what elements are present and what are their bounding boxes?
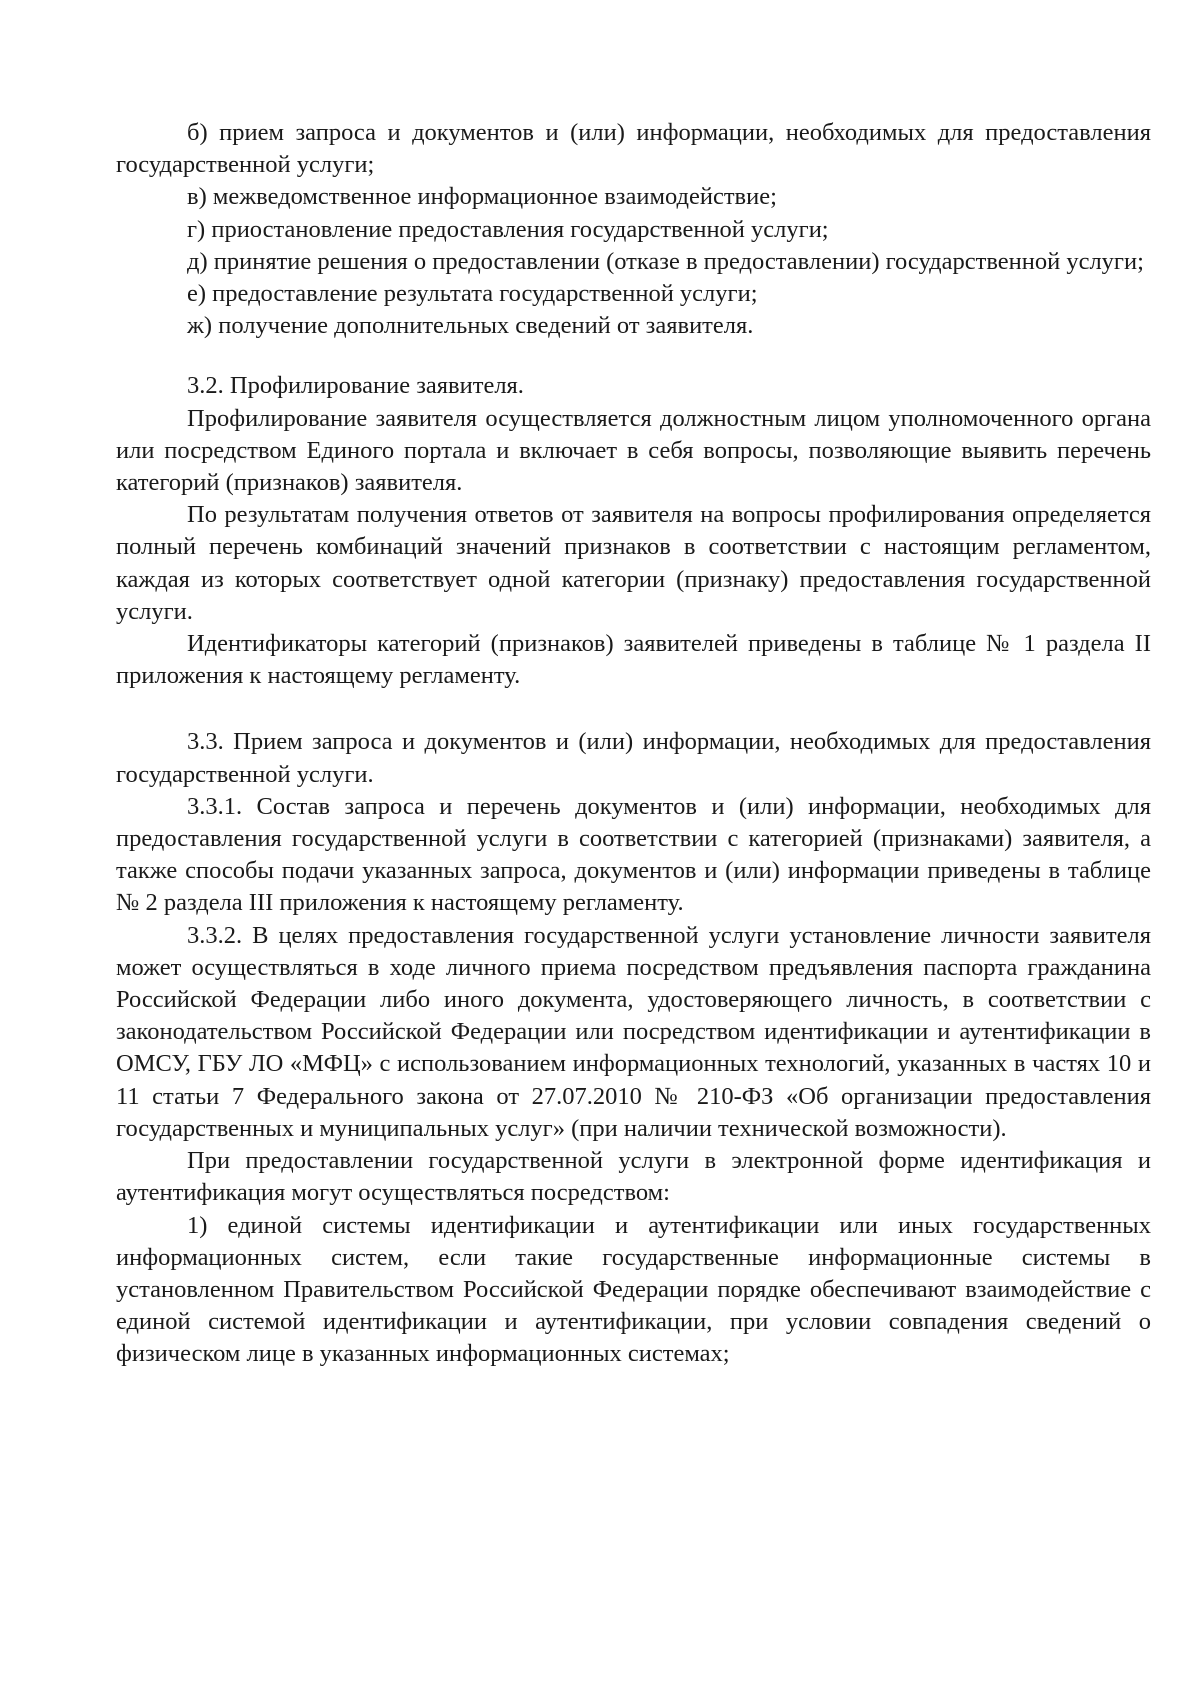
spacer [116, 692, 1151, 726]
section-heading-3-3: 3.3. Прием запроса и документов и (или) информации, необходимых для предоставления государственной услуги. [116, 728, 1151, 788]
spacer [116, 342, 1151, 370]
list-item-b: б) прием запроса и документов и (или) информации, необходимых для предоставления государственной услуги; [116, 119, 1151, 179]
list-item-1: 1) единой системы идентификации и аутентификации или иных государственных информационных систем, если такие государственные информационные системы в установленном Правительством Российской Федерации порядке обеспечивают взаимодействие с единой системой идентификации и аутентификации, при условии совпадения сведений о физическом лице в указанных информационных системах; [116, 1211, 1151, 1368]
list-item-e: е) предоставление результата государственной услуги; [187, 280, 758, 308]
list-item-v: в) межведомственное информационное взаимодействие; [187, 183, 777, 211]
list-item-zh: ж) получение дополнительных сведений от заявителя. [187, 312, 754, 340]
paragraph: По результатам получения ответов от заявителя на вопросы профилирования определяется полный перечень комбинаций значений признаков в соответствии с настоящим регламентом, каждая из которых соответствует одной категории (признаку) предоставления государственной услуги. [116, 501, 1151, 625]
paragraph-3-3-2: 3.3.2. В целях предоставления государственной услуги установление личности заявителя может осуществляться в ходе личного приема посредством предъявления паспорта гражданина Российской Федерации либо иного документа, удостоверяющего личность, в соответствии с законодательством Российской Федерации или посредством идентификации и аутентификации в ОМСУ, ГБУ ЛО «МФЦ» с использованием информационных технологий, указанных в частях 10 и 11 статьи 7 Федерального закона от 27.07.2010 № 210-ФЗ «Об организации предоставления государственных и муниципальных услуг» (при наличии технической возможности). [116, 921, 1151, 1142]
section-heading-3-2: 3.2. Профилирование заявителя. [187, 372, 524, 400]
paragraph: При предоставлении государственной услуги в электронной форме идентификация и аутентификация могут осуществляться посредством: [116, 1147, 1151, 1207]
list-item-d: д) принятие решения о предоставлении (отказе в предоставлении) государственной услуги; [187, 247, 1144, 275]
paragraph: Профилирование заявителя осуществляется должностным лицом уполномоченного органа или посредством Единого портала и включает в себя вопросы, позволяющие выявить перечень категорий (признаков) заявителя. [116, 404, 1151, 497]
list-item-g: г) приостановление предоставления государственной услуги; [187, 215, 829, 243]
paragraph-3-3-1: 3.3.1. Состав запроса и перечень документов и (или) информации, необходимых для предоставления государственной услуги в соответствии с категорией (признаками) заявителя, а также способы подачи указанных запроса, документов и (или) информации приведены в таблице № 2 раздела III приложения к настоящему регламенту. [116, 792, 1151, 917]
paragraph: Идентификаторы категорий (признаков) заявителей приведены в таблице № 1 раздела II приложения к настоящему регламенту. [116, 630, 1151, 690]
